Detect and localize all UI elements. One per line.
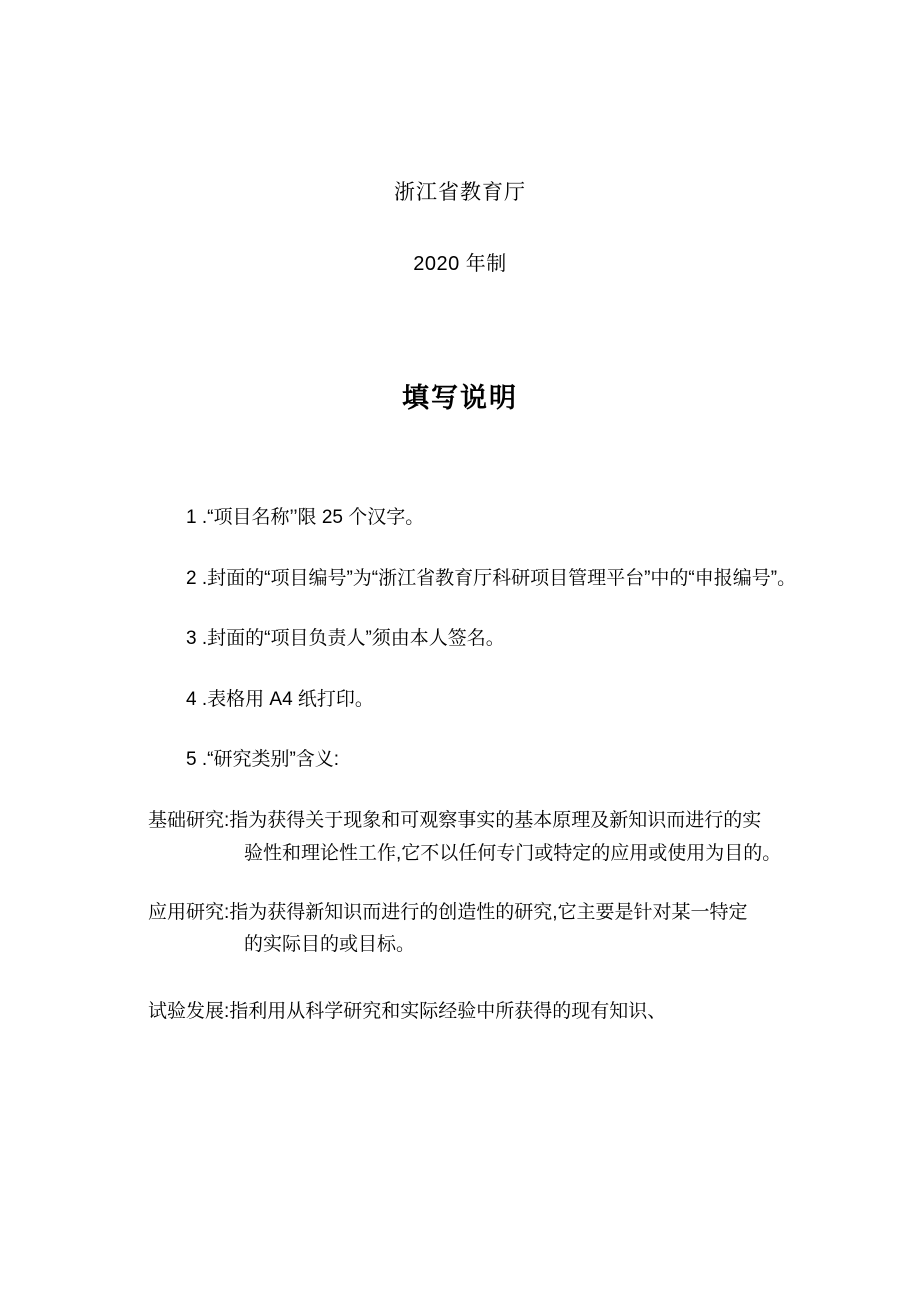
definition-continuation: 的实际目的或目标。 xyxy=(244,934,416,956)
definition-lead: 试验发展:指利用从科学研究和实际经验中所获得的现有知识、 xyxy=(148,1001,667,1023)
definition-applied-research xyxy=(148,897,842,962)
definition-lead: 应用研究:指为获得新知识而进行的创造性的研究,它主要是针对某一特定 xyxy=(148,901,748,923)
definition-lead: 基础研究:指为获得关于现象和可观察事实的基本原理及新知识而进行的实 xyxy=(148,810,762,832)
definition-basic-research xyxy=(148,805,842,870)
definitions-list xyxy=(0,805,920,1028)
definition-continuation: 验性和理论性工作,它不以任何专门或特定的应用或使用为目的。 xyxy=(244,843,782,865)
definition-experimental-development xyxy=(148,996,842,1029)
instructions-list xyxy=(0,503,920,775)
list-item: 4 .表格用 A4 纸打印。 xyxy=(186,688,374,710)
list-item: 2 .封面的“项目编号”为“浙江省教育厅科研项目管理平台”中的“申报编号”。 xyxy=(186,567,797,589)
list-item: 1 .“项目名称’’限 25 个汉字。 xyxy=(186,507,425,529)
list-item: 5 .“研究类别”含义: xyxy=(186,748,340,770)
year-line: 2020 年制 xyxy=(413,253,507,276)
issuer-name: 浙江省教育厅 xyxy=(394,181,526,204)
page-title: 填写说明 xyxy=(402,383,518,414)
list-item: 3 .封面的“项目负责人”须由本人签名。 xyxy=(186,628,505,650)
document-header xyxy=(0,0,920,276)
